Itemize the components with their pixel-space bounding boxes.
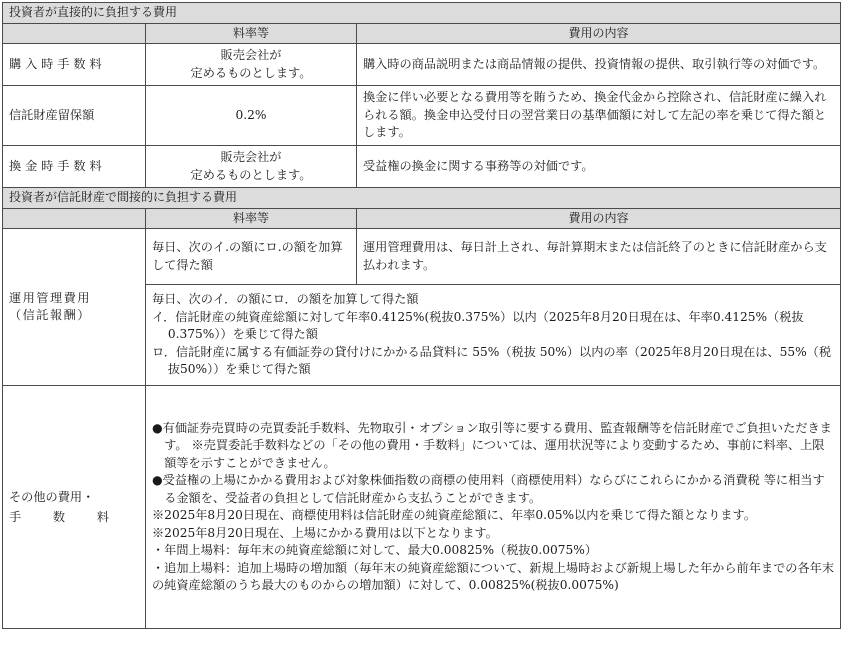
fee-name-other-char1: 手 bbox=[9, 510, 22, 524]
fee-row-retention bbox=[3, 86, 841, 146]
other-note-4: ※2025年8月20日現在、上場にかかる費用は以下となります。 bbox=[152, 525, 498, 540]
section-indirect-header-row bbox=[3, 209, 841, 229]
fee-rate-purchase-line2: 定めるものとします。 bbox=[190, 65, 312, 80]
other-note-5: ・年間上場料：毎年末の純資産総額に対して、最大0.00825%（税抜0.0075%） bbox=[152, 543, 598, 557]
fee-name-retention: 信託財産留保額 bbox=[3, 86, 146, 146]
fee-rate-redemption-line1: 販売会社が bbox=[220, 150, 282, 164]
fee-name-redemption: 換金時手数料 bbox=[3, 146, 146, 188]
section-indirect-title-row bbox=[3, 188, 841, 209]
fee-row-redemption bbox=[3, 146, 841, 188]
section-indirect-title: 投資者が信託財産で間接的に負担する費用 bbox=[3, 188, 841, 209]
other-note-1: ●有価証券売買時の売買委託手数料、先物取引・オプション取引等に要する費用、監査報酬等を信託財産でご負担いただきます。 ※売買委託手数料などの「その他の費用・手数料」については、運用状況等により変動するため、事前に料率、上限 額等を示すことができません。 bbox=[152, 420, 832, 470]
fee-content-retention: 換金に伴い必要となる費用等を賄うため、換金代金から控除され、信託財産に繰入れられる額。換金申込受付日の翌営業日の基準価額に対して左記の率を乗じて得た額とします。 bbox=[357, 86, 841, 146]
fee-row-management bbox=[3, 229, 841, 285]
fee-detail-management-ro: ロ．信託財産に属する有価証券の貸付けにかかる品貸料に 55%（税抜 50%）以内の率（2025年8月20日現在は、55%（税抜50%））を乗じて得た額 bbox=[152, 344, 832, 377]
fee-content-purchase: 購入時の商品説明または商品情報の提供、投資情報の提供、取引執行等の対価です。 bbox=[357, 44, 841, 86]
header-blank-cell-2 bbox=[3, 209, 146, 229]
fee-name-management bbox=[3, 229, 146, 386]
section-direct-title: 投資者が直接的に負担する費用 bbox=[3, 3, 841, 24]
fee-name-management-line1: 運用管理費用 bbox=[9, 290, 91, 305]
fee-name-management-line2: （信託報酬） bbox=[9, 308, 91, 322]
fee-content-other bbox=[146, 386, 841, 629]
fee-row-other bbox=[3, 386, 841, 629]
fee-name-other-char3: 料 bbox=[96, 510, 109, 524]
header-rate-2: 料率等 bbox=[146, 209, 357, 229]
fee-content-redemption: 受益権の換金に関する事務等の対価です。 bbox=[357, 146, 841, 188]
fee-row-purchase bbox=[3, 44, 841, 86]
fee-rate-retention: 0.2% bbox=[146, 86, 357, 146]
header-content-2: 費用の内容 bbox=[357, 209, 841, 229]
header-blank-cell bbox=[3, 24, 146, 44]
fee-rate-purchase-line1: 販売会社が bbox=[220, 48, 282, 62]
fee-table bbox=[2, 2, 841, 629]
fee-rate-redemption bbox=[146, 146, 357, 188]
header-rate: 料率等 bbox=[146, 24, 357, 44]
fee-name-other-line1: その他の費用・ bbox=[9, 490, 95, 504]
fee-detail-management bbox=[146, 285, 841, 386]
fee-rate-management: 毎日、次のイ.の額にロ.の額を加算して得た額 bbox=[146, 229, 357, 285]
section-direct-title-row bbox=[3, 3, 841, 24]
fee-detail-management-head: 毎日、次のイ．の額にロ．の額を加算して得た額 bbox=[152, 292, 419, 307]
fee-rate-redemption-line2: 定めるものとします。 bbox=[190, 167, 312, 182]
fee-name-other bbox=[3, 386, 146, 629]
other-note-2: ●受益権の上場にかかる費用および対象株価指数の商標の使用料（商標使用料）ならびにこれらにかかる消費税 等に相当する金額を、受益者の負担として信託財産から支払うことができます。 bbox=[152, 473, 825, 505]
fee-detail-management-i: イ．信託財産の純資産総額に対して年率0.4125%(税抜0.375%）以内（2025年8月20日現在は、年率0.4125%（税抜0.375%））を乗じて得た額 bbox=[152, 309, 804, 342]
fee-name-other-char2: 数 bbox=[52, 510, 66, 524]
section-direct-header-row bbox=[3, 24, 841, 44]
header-content: 費用の内容 bbox=[357, 24, 841, 44]
fee-rate-purchase bbox=[146, 44, 357, 86]
other-note-3: ※2025年8月20日現在、商標使用料は信託財産の純資産総額に、年率0.05%以内を乗じて得た額となります。 bbox=[152, 508, 756, 522]
fee-name-purchase: 購入時手数料 bbox=[3, 44, 146, 86]
other-note-6: ・追加上場料：追加上場時の増加額（毎年末の純資産総額について、新規上場時および新規上場した年から前年までの各年末の純資産総額のうち最大のものからの増加額）に対して、0.00825%(税抜0.0075%) bbox=[152, 560, 835, 592]
fee-content-management: 運用管理費用は、毎日計上され、毎計算期末または信託終了のときに信託財産から支払われます。 bbox=[357, 229, 841, 285]
fee-name-other-line2 bbox=[9, 507, 139, 527]
